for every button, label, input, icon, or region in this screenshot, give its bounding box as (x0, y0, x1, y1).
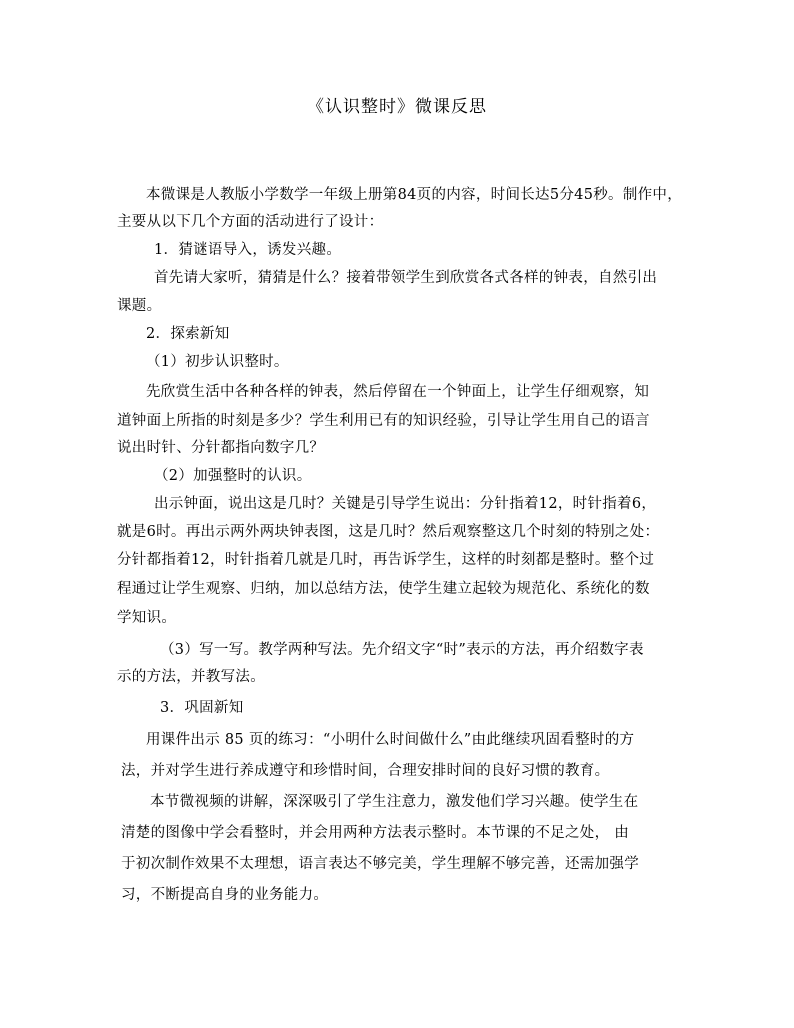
paragraph-line-16: 本节微视频的讲解，深深吸引了学生注意力，激发他们学习兴趣。使学生在 (150, 794, 639, 810)
paragraph-line-12: 学知识。 (117, 610, 177, 626)
paragraph-line-11: 程通过让学生观察、归纳，加以总结方法，使学生建立起较为规范化、系统化的数 (117, 581, 650, 597)
paragraph-line-9: 就是6时。再出示两外两块钟表图，这是几时？然后观察整这几个时刻的特别之处： (117, 524, 660, 540)
paragraph-line-10: 分针都指着12，时针指着几就是几时，再告诉学生，这样的时刻都是整时。整个过 (117, 552, 655, 568)
paragraph-line-4: 课题。 (117, 298, 162, 314)
paragraph-line-14: 用课件出示 85 页的练习：“小明什么时间做什么”由此继续巩固看整时的方 (146, 732, 635, 748)
paragraph-line-1: 本微课是人教版小学数学一年级上册第84页的内容，时间长达5分45秒。制作中， (146, 187, 683, 203)
paragraph-line-3: 首先请大家听，猜猜是什么？接着带领学生到欣赏各式各样的钟表，自然引出 (154, 270, 658, 286)
paragraph-line-13: 示的方法，并教写法。 (117, 669, 265, 685)
paragraph-line-6: 道钟面上所指的时刻是多少？学生利用已有的知识经验，引导让学生用自己的语言 (117, 413, 650, 429)
paragraph-line-19: 习，不断提高自身的业务能力。 (121, 887, 329, 903)
paragraph-line-15: 法，并对学生进行养成遵守和珍惜时间，合理安排时间的良好习惯的教育。 (121, 763, 610, 779)
section-heading-3: 3．巩固新知 (160, 700, 244, 716)
paragraph-line-18: 于初次制作效果不太理想，语言表达不够完美，学生理解不够完善，还需加强学 (121, 856, 639, 872)
paragraph-line-2: 主要从以下几个方面的活动进行了设计： (117, 214, 384, 230)
paragraph-line-8: 出示钟面，说出这是几时？关键是引导学生说出：分针指着12，时针指着6， (154, 496, 657, 512)
paragraph-line-5: 先欣赏生活中各种各样的钟表，然后停留在一个钟面上，让学生仔细观察，知 (146, 384, 650, 400)
subsection-heading-3: （3）写一写。教学两种写法。先介绍文字“时”表示的方法，再介绍数字表 (160, 642, 644, 658)
subsection-heading-1: （1）初步认识整时。 (146, 354, 289, 370)
paragraph-line-7: 说出时针、分针都指向数字几？ (117, 440, 325, 456)
section-heading-2: 2．探索新知 (146, 326, 230, 342)
section-heading-1: 1．猜谜语导入，诱发兴趣。 (154, 242, 342, 258)
subsection-heading-2: （2）加强整时的认识。 (154, 468, 312, 484)
document-title: 《认识整时》微课反思 (307, 97, 487, 117)
paragraph-line-17: 清楚的图像中学会看整时，并会用两种方法表示整时。本节课的不足之处， 由 (121, 825, 630, 841)
